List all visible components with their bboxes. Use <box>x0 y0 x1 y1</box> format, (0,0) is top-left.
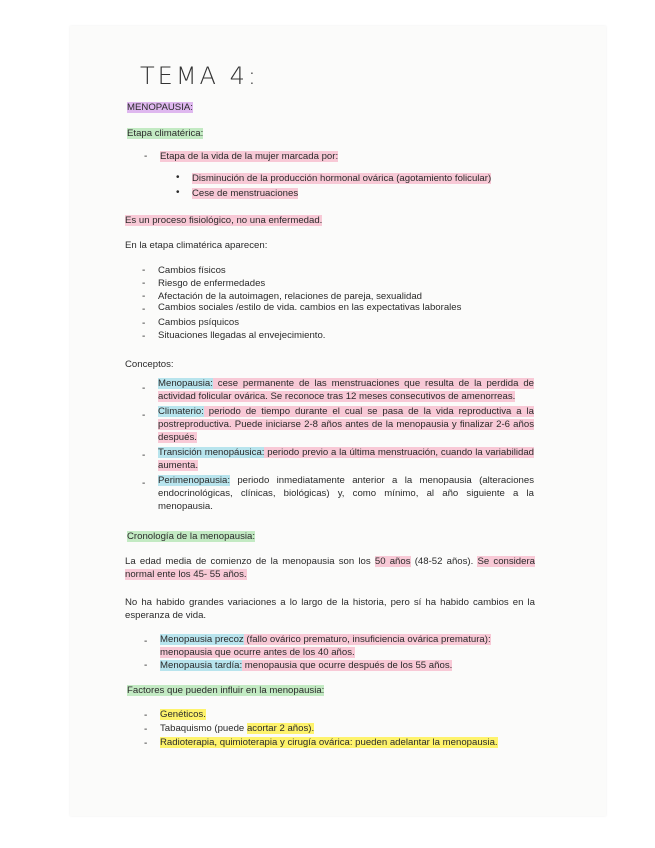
page-title: TEMA 4: <box>140 62 259 90</box>
cronologia-heading <box>127 531 255 543</box>
etapa-heading-text: Etapa climatérica: <box>127 128 204 139</box>
concepto-menopausia <box>158 377 534 403</box>
menopausia-precoz <box>160 634 491 646</box>
bullet-dot: • <box>176 187 180 198</box>
concepto-term: Transición menopáusica: <box>158 447 265 458</box>
dash-marker: - <box>142 450 146 461</box>
concepto-definition: periodo previo a la última menstruación, cuando la variabilidad aumenta. <box>158 447 535 471</box>
aparecen-item-1: Cambios físicos <box>158 265 226 276</box>
aparecen-intro: En la etapa climatérica aparecen: <box>125 240 268 251</box>
menopausia-heading <box>127 102 193 114</box>
edad-media-paragraph <box>125 555 535 581</box>
dash-marker: - <box>142 410 146 421</box>
aparecen-item-2: Riesgo de enfermedades <box>158 278 266 289</box>
etapa-bullet-1-text: Disminución de la producción hormonal ovárica (agotamiento folicular) <box>192 173 492 184</box>
etapa-definition <box>160 151 338 163</box>
dash-marker: - <box>144 636 148 647</box>
edad-media-range: (48-52 años). <box>410 556 478 567</box>
aparecen-item-3: Afectación de la autoimagen, relaciones de pareja, sexualidad <box>158 291 423 302</box>
dash-marker: - <box>144 724 148 735</box>
concepto-transicion <box>158 446 534 472</box>
factor-geneticos <box>160 709 206 721</box>
dash-marker: - <box>142 383 146 394</box>
etapa-bullet-1 <box>192 173 491 185</box>
dash-marker: - <box>144 710 148 721</box>
conceptos-heading: Conceptos: <box>125 359 174 370</box>
etapa-heading <box>127 128 203 140</box>
menopausia-tardia <box>160 660 452 672</box>
aparecen-item-6: Situaciones llegadas al envejecimiento. <box>158 330 326 341</box>
concepto-definition: periodo de tiempo durante el cual se pasa de la vida reproductiva a la postreproductiva. Puede iniciarse 2-8 años antes de la menopausia y finalizar 2-6 años después. <box>158 406 534 443</box>
concepto-term: Menopausia: <box>158 378 213 389</box>
aparecen-item-4: Cambios sociales /estilo de vida. cambios en las expectativas laborales <box>158 302 462 313</box>
dash-marker: - <box>142 265 146 276</box>
etapa-bullet-2-text: Cese de menstruaciones <box>192 188 299 199</box>
factor-tabaquismo <box>160 723 314 735</box>
dash-marker: - <box>142 304 146 315</box>
factor-tabaquismo-highlight: acortar 2 años). <box>246 723 315 734</box>
aparecen-item-5: Cambios psíquicos <box>158 317 240 328</box>
precoz-term: Menopausia precoz <box>160 634 244 645</box>
dash-marker: - <box>144 738 148 749</box>
etapa-bullet-2 <box>192 188 298 200</box>
dash-marker: - <box>142 291 146 302</box>
menopausia-precoz-line2 <box>160 647 355 659</box>
tardia-term: Menopausia tardía: <box>160 660 243 671</box>
edad-media-text: La edad media de comienzo de la menopausia son los <box>125 556 375 567</box>
proceso-text: Es un proceso fisiológico, no una enfermedad. <box>125 215 323 226</box>
concepto-climaterio <box>158 405 534 444</box>
etapa-definition-text: Etapa de la vida de la mujer marcada por: <box>160 151 339 162</box>
cronologia-heading-text: Cronología de la menopausia: <box>127 531 256 542</box>
factor-radioterapia-text: Radioterapia, quimioterapia y cirugía ovárica: pueden adelantar la menopausia. <box>160 737 498 748</box>
factor-geneticos-text: Genéticos. <box>160 709 206 720</box>
bullet-dot: • <box>176 172 180 183</box>
factores-heading <box>127 685 324 697</box>
precoz-text: (fallo ovárico prematuro, insuficiencia ovárica prematura): <box>243 634 491 645</box>
dash-marker: - <box>142 278 146 289</box>
edad-normal-highlight: Se considera normal ente los 45- 55 años. <box>125 556 536 580</box>
concepto-definition: cese permanente de las menstruaciones que resulta de la perdida de actividad folicular ovárica. Se reconoce tras 12 meses consecutivos de amenorreas. <box>158 378 534 402</box>
concepto-perimenopausia <box>158 474 534 513</box>
precoz-text-2: menopausia que ocurre antes de los 40 años. <box>160 647 355 658</box>
edad-media-highlight: 50 años <box>374 556 411 567</box>
concepto-term: Perimenopausia: <box>158 475 230 486</box>
historia-paragraph: No ha habido grandes variaciones a lo largo de la historia, pero sí ha habido cambios en la esperanza de vida. <box>125 597 535 621</box>
dash-marker: - <box>142 318 146 329</box>
concepto-term: Climaterio: <box>158 406 204 417</box>
dash-marker: - <box>142 478 146 489</box>
dash-marker: - <box>144 660 148 671</box>
tardia-text: menopausia que ocurre después de los 55 años. <box>242 660 453 671</box>
factor-tabaquismo-text: Tabaquismo (puede <box>160 723 247 734</box>
dash-marker: - <box>144 151 148 162</box>
factores-heading-text: Factores que pueden influir en la menopausia: <box>127 685 325 696</box>
factor-radioterapia <box>160 737 498 749</box>
concepto-definition: periodo inmediatamente anterior a la menopausia (alteraciones endocrinológicas, clínicas, biológicas) y, como mínimo, al año siguiente a la menopausia. <box>158 475 534 512</box>
dash-marker: - <box>142 331 146 342</box>
proceso-fisiologico <box>125 215 322 227</box>
menopausia-heading-text: MENOPAUSIA: <box>127 102 193 113</box>
